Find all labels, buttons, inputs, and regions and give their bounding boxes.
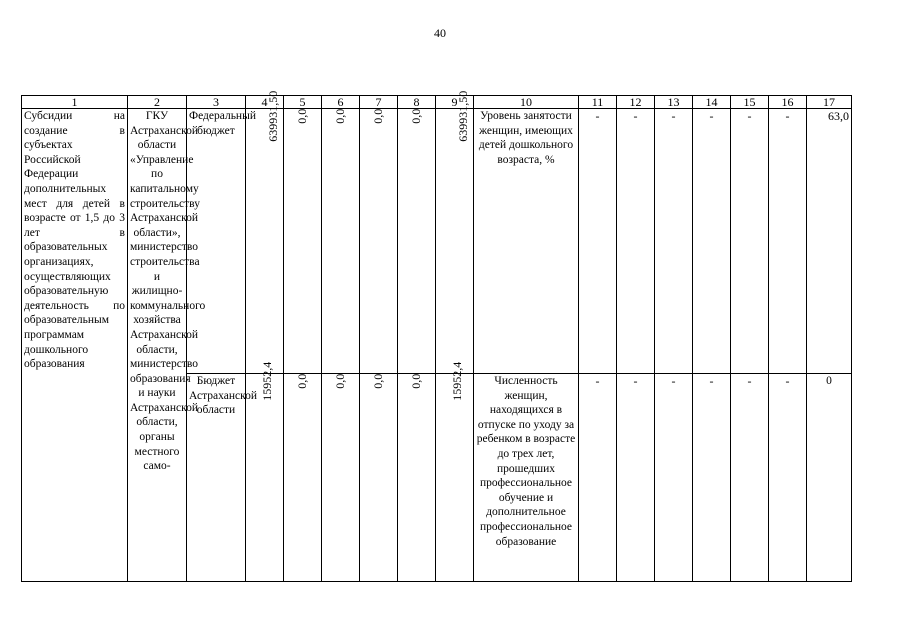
col-header: 11	[579, 96, 617, 109]
year-cell	[322, 374, 360, 582]
year-value: 0,0	[409, 373, 424, 389]
col-header: 7	[360, 96, 398, 109]
year-value: 0,0	[295, 373, 310, 389]
year-value: 0,0	[333, 108, 348, 124]
col-header: 12	[617, 96, 655, 109]
year-value: 0,0	[371, 373, 386, 389]
value-cell: -	[769, 374, 807, 582]
value-cell: -	[693, 109, 731, 374]
total-value: 15952,4	[260, 361, 275, 401]
col-header: 13	[655, 96, 693, 109]
value-cell: -	[655, 109, 693, 374]
target-value-cell: 63,0	[807, 109, 852, 374]
value-cell: -	[769, 109, 807, 374]
program-table	[21, 90, 852, 582]
col-header: 3	[187, 96, 246, 109]
value-cell: -	[617, 374, 655, 582]
year-cell	[436, 90, 474, 374]
value-cell: -	[693, 374, 731, 582]
col-header: 2	[128, 96, 187, 109]
target-value-cell: 0	[807, 374, 852, 582]
source-cell: Федеральный бюджет	[187, 109, 246, 374]
year-value: 15952,4	[450, 361, 465, 401]
col-header: 9	[436, 96, 474, 109]
year-cell	[436, 361, 474, 582]
col-header: 16	[769, 96, 807, 109]
col-header: 10	[474, 96, 579, 109]
year-cell	[398, 374, 436, 582]
value-cell: -	[579, 374, 617, 582]
source-cell: Бюджет Астраханской области	[187, 374, 246, 582]
value-cell: -	[731, 109, 769, 374]
col-header: 5	[284, 96, 322, 109]
col-header: 8	[398, 96, 436, 109]
value-cell: -	[617, 109, 655, 374]
col-header: 4	[246, 96, 284, 109]
year-cell	[322, 109, 360, 374]
value-cell: -	[655, 374, 693, 582]
year-cell	[284, 374, 322, 582]
total-value: 639931,50	[266, 90, 281, 142]
total-cell	[246, 361, 284, 582]
year-value: 0,0	[333, 373, 348, 389]
col-header: 15	[731, 96, 769, 109]
header-row	[22, 96, 852, 109]
col-header: 17	[807, 96, 852, 109]
year-value: 0,0	[371, 108, 386, 124]
indicator-cell: Численность женщин, находящихся в отпуске по уходу за ребенком в возрасте до трех лет, прошедших профессиональное обучение и дополнительное профессиональное образование	[474, 374, 579, 582]
year-cell	[284, 109, 322, 374]
col-header: 14	[693, 96, 731, 109]
measure-cell: Субсидии на создание в субъектах Российской Федерации дополнительных мест для детей в возрасте от 1,5 до 3 лет в образовательных организациях, осуществляющих образовательную деятельность по образовательным программам дошкольного образования	[22, 109, 128, 582]
total-cell	[246, 90, 284, 374]
table-row	[22, 109, 852, 374]
col-header: 6	[322, 96, 360, 109]
value-cell: -	[731, 374, 769, 582]
year-value: 0,0	[295, 108, 310, 124]
year-cell	[398, 109, 436, 374]
year-cell	[360, 109, 398, 374]
value-cell: -	[579, 109, 617, 374]
col-header: 1	[22, 96, 128, 109]
year-value: 0,0	[409, 108, 424, 124]
executors-cell: ГКУ Астраханской области «Управление по капитальному строительству Астраханской области», министерство строительства и жилищно-коммунального хозяйства Астраханской области, министерство образования и науки Астраханской области, органы местного само-	[128, 109, 187, 582]
indicator-cell: Уровень занятости женщин, имеющих детей дошкольного возраста, %	[474, 109, 579, 374]
page-number: 40	[434, 26, 446, 40]
year-cell	[360, 374, 398, 582]
year-value: 639931,50	[456, 90, 471, 142]
